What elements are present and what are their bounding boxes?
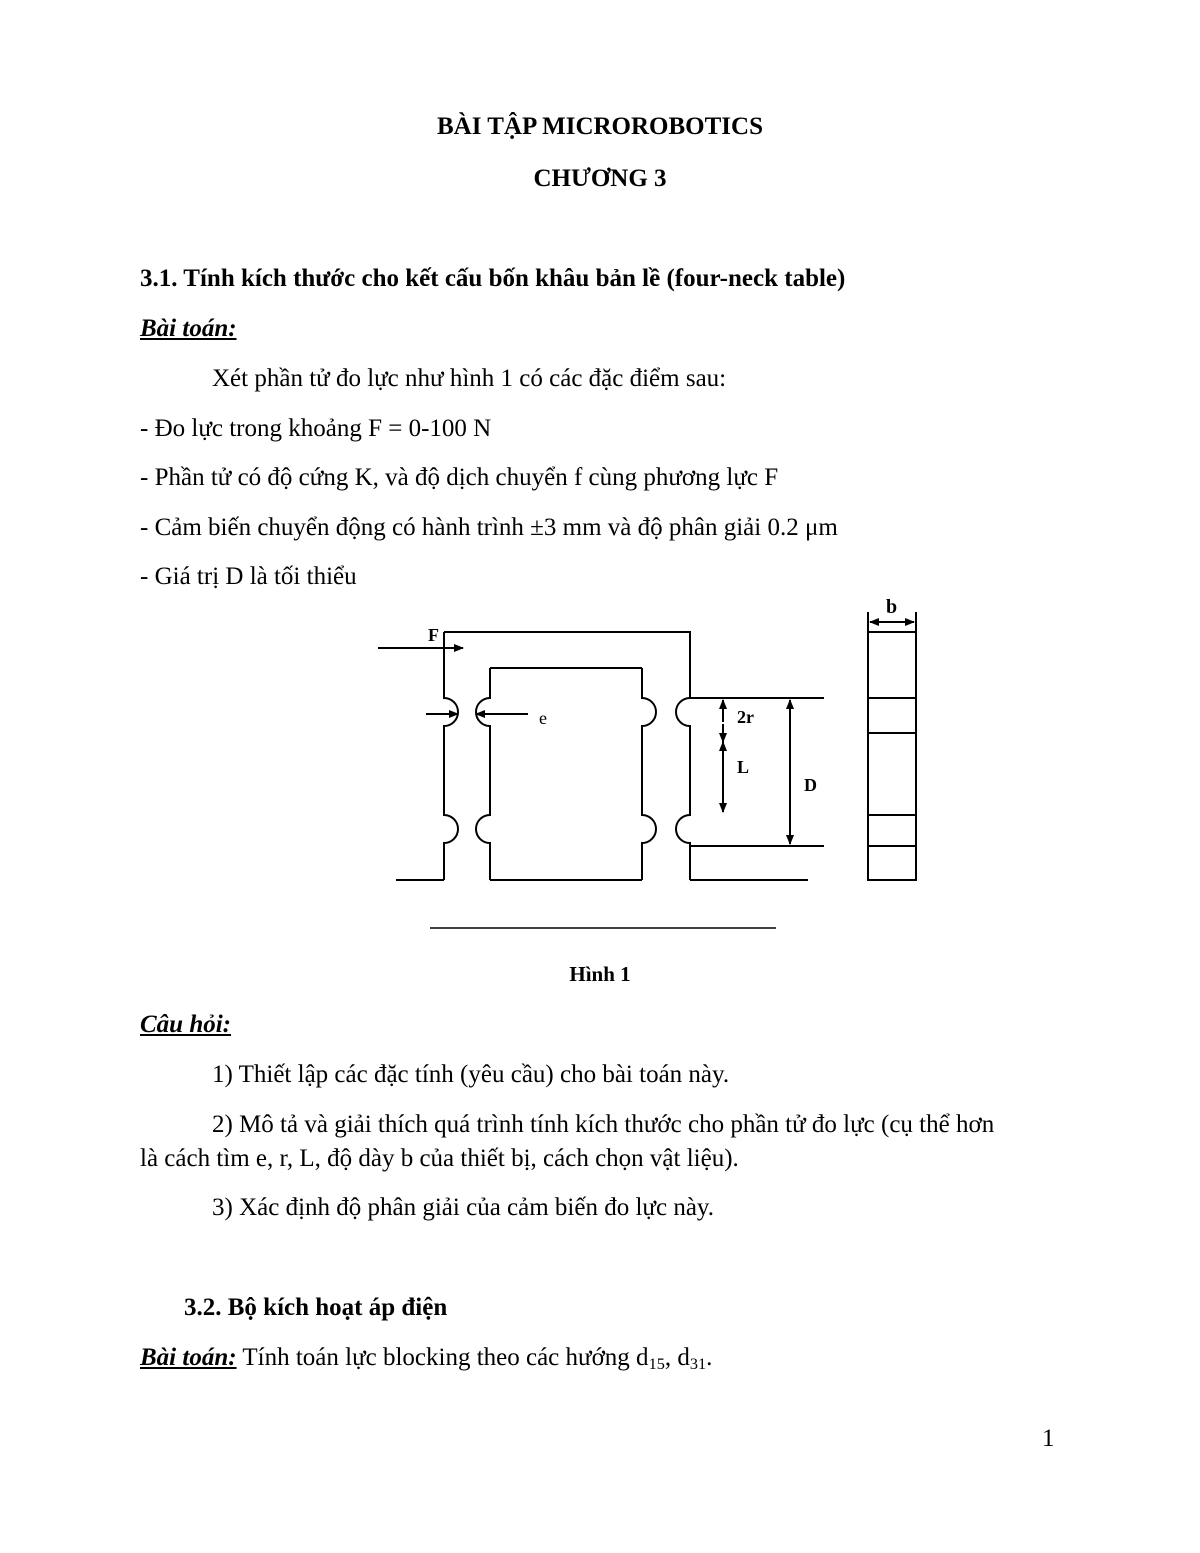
label-2r: 2r — [737, 707, 754, 727]
outer-left-wall — [444, 632, 458, 880]
subscript-31: 31 — [689, 1355, 707, 1374]
bullet-1: - Đo lực trong khoảng F = 0-100 N — [140, 415, 492, 442]
label-F: F — [428, 625, 439, 645]
label-e: e — [539, 708, 547, 728]
section-2-problem — [140, 1343, 712, 1373]
question-3: 3) Xác định độ phân giải của cảm biến đo lực này. — [212, 1194, 715, 1221]
bullet-3: - Cảm biến chuyển động có hành trình ±3 mm và độ phân giải 0.2 μm — [140, 514, 838, 541]
section-2-problem-label: Bài toán: — [140, 1344, 237, 1371]
question-2: 2) Mô tả và giải thích quá trình tính kích thước cho phần tử đo lực (cụ thể hơn — [212, 1111, 995, 1138]
side-view — [868, 632, 916, 880]
outer-right-wall — [676, 698, 690, 880]
section-1-heading: 3.1. Tính kích thước cho kết cấu bốn khâu bản lề (four-neck table) — [140, 265, 846, 292]
figure-caption: Hình 1 — [569, 962, 631, 986]
document-title: BÀI TẬP MICROROBOTICS — [437, 113, 763, 140]
label-D: D — [804, 775, 817, 795]
label-b: b — [886, 596, 898, 618]
problem-intro: Xét phần tử đo lực như hình 1 có các đặc điểm sau: — [212, 365, 727, 392]
question-2-continued: là cách tìm e, r, L, độ dày b của thiết bị, cách chọn vật liệu). — [140, 1145, 739, 1172]
page-number: 1 — [1042, 1425, 1055, 1452]
subscript-15: 15 — [648, 1355, 665, 1374]
problem-label: Bài toán: — [140, 315, 237, 342]
question-1: 1) Thiết lập các đặc tính (yêu cầu) cho bài toán này. — [212, 1061, 730, 1088]
inner-block-left-wall — [476, 668, 490, 880]
bullet-2: - Phần tử có độ cứng K, và độ dịch chuyển f cùng phương lực F — [140, 464, 779, 491]
inner-block-right-wall — [642, 668, 656, 880]
separator-text: , d — [664, 1344, 690, 1371]
section-2-heading: 3.2. Bộ kích hoạt áp điện — [184, 1294, 448, 1321]
questions-label: Câu hỏi: — [140, 1011, 232, 1038]
section-2-problem-text: Tính toán lực blocking theo các hướng d — [242, 1344, 649, 1371]
top-frame — [444, 632, 690, 698]
chapter-title: CHƯƠNG 3 — [533, 165, 667, 192]
bullet-4: - Giá trị D là tối thiểu — [140, 563, 357, 590]
label-L: L — [737, 757, 750, 777]
end-period: . — [706, 1344, 713, 1371]
